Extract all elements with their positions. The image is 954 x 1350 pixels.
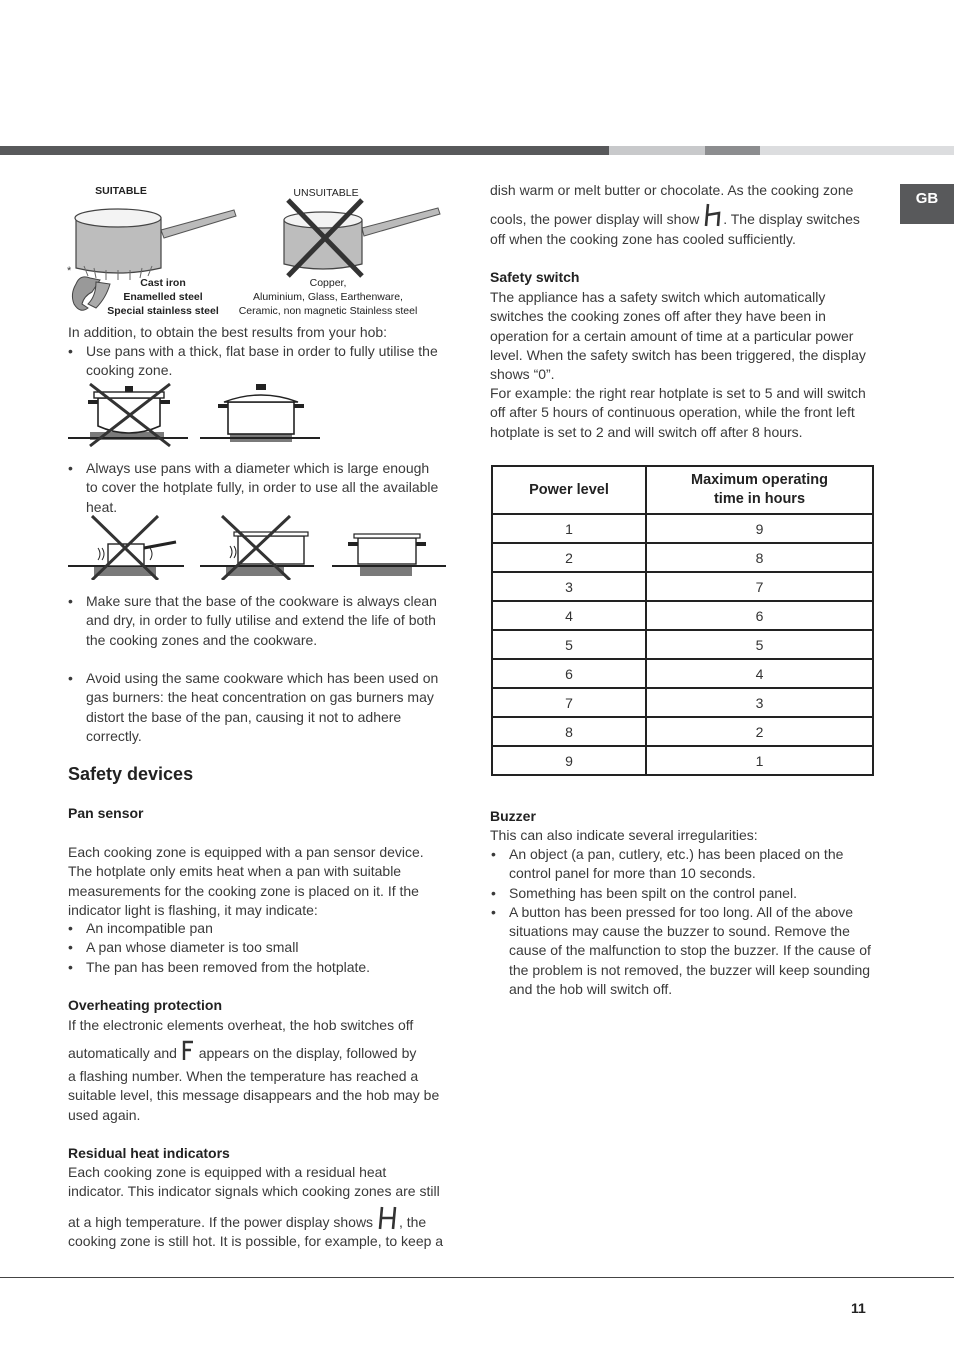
- buzzer-heading: Buzzer: [490, 808, 536, 824]
- list-item: • A button has been pressed for too long. All of the above situations may cause the buzzer to sound. Remove the cause of the malfunction to stop the buzzer. If the cause of the problem is not removed, the buzzer will keep sounding and the hob will switch off.: [491, 903, 871, 999]
- suitable-label: SUITABLE: [95, 185, 147, 197]
- cell-power-level: 5: [492, 630, 646, 659]
- unsuitable-label: UNSUITABLE: [293, 187, 359, 199]
- list-item: • The pan has been removed from the hotplate.: [68, 958, 440, 977]
- bullet-list-4: [68, 669, 440, 746]
- unsuitable-pan-image: [276, 196, 446, 280]
- table-row: [492, 688, 873, 717]
- safety-devices-heading: Safety devices: [68, 764, 194, 784]
- list-item: • Something has been spilt on the control panel.: [491, 884, 871, 903]
- language-tab-label: GB: [915, 190, 939, 207]
- table-row: [492, 543, 873, 572]
- cell-max-time: 7: [646, 572, 873, 601]
- continued-pre: cools, the power display will show: [490, 211, 700, 227]
- residual-heat-line: [68, 1205, 448, 1232]
- material-cast-iron: Cast iron: [140, 277, 186, 289]
- display-h-icon: [377, 1205, 399, 1231]
- cell-max-time: 9: [646, 514, 873, 543]
- bullet-list-2: [68, 459, 440, 517]
- page-number: 11: [851, 1300, 866, 1316]
- safety-switch-heading: Safety switch: [490, 269, 580, 285]
- table-row: [492, 601, 873, 630]
- cell-power-level: 7: [492, 688, 646, 717]
- safety-switch-example: For example: the right rear hotplate is set to 5 and will switch off after 5 hours of continuous operation, while the front left hotplate is set to 2 and will switch off after 8 hours.: [490, 385, 866, 440]
- cell-max-time: 1: [646, 746, 873, 775]
- list-item: • Always use pans with a diameter which is large enough to cover the hotplate fully, in order to use all the available heat.: [68, 459, 440, 517]
- bullet-list-1: [68, 342, 440, 381]
- column-header-max-time-line1: Maximum operating: [691, 472, 828, 488]
- cell-power-level: 3: [492, 572, 646, 601]
- table-row: [492, 717, 873, 746]
- overheating-pre: automatically and: [68, 1045, 177, 1061]
- header-bar-dark: [0, 146, 609, 155]
- cell-max-time: 6: [646, 601, 873, 630]
- continued-line-2: [490, 202, 880, 229]
- language-tab: [900, 184, 954, 224]
- cell-max-time: 3: [646, 688, 873, 717]
- cell-max-time: 8: [646, 543, 873, 572]
- list-item: • Avoid using the same cookware which has been used on gas burners: the heat concentration on gas burners may distort the base of the pan, causing it not to adhere correctly.: [68, 669, 440, 746]
- material-ceramic: Ceramic, non magnetic Stainless steel: [238, 305, 418, 317]
- bullet-list-3: [68, 592, 440, 650]
- table-row: [492, 659, 873, 688]
- list-item: • Make sure that the base of the cookware is always clean and dry, in order to fully utilise and extend the life of both the cooking zones and the cookware.: [68, 592, 440, 650]
- material-enamelled-steel: Enamelled steel: [123, 291, 203, 303]
- list-item: • A pan whose diameter is too small: [68, 938, 440, 957]
- overheating-post: appears on the display, followed by: [198, 1045, 417, 1061]
- buzzer-list: [491, 845, 871, 999]
- unsuitable-materials: [230, 276, 426, 318]
- cell-power-level: 6: [492, 659, 646, 688]
- header-bar-pale: [760, 146, 954, 155]
- pan-sensor-list: [68, 919, 440, 977]
- suitable-materials: [98, 276, 228, 318]
- continued-end: off when the cooking zone has cooled sufficiently.: [490, 231, 796, 247]
- cell-max-time: 2: [646, 717, 873, 746]
- pan-sensor-heading: Pan sensor: [68, 805, 144, 821]
- table-row: [492, 514, 873, 543]
- cell-power-level: 2: [492, 543, 646, 572]
- cell-power-level: 8: [492, 717, 646, 746]
- table-header-row: [492, 466, 873, 514]
- display-f-icon: [181, 1040, 195, 1062]
- column-header-max-time-line2: time in hours: [713, 491, 806, 507]
- header-bar-mid: [705, 146, 760, 155]
- cell-power-level: 1: [492, 514, 646, 543]
- column-header-power-level: Power level: [492, 466, 646, 514]
- intro-text: In addition, to obtain the best results from your hob:: [68, 324, 388, 340]
- cell-max-time: 5: [646, 630, 873, 659]
- table-row: [492, 630, 873, 659]
- cell-power-level: 9: [492, 746, 646, 775]
- buzzer-intro: This can also indicate several irregularities:: [490, 827, 758, 843]
- pan-sensor-text: Each cooking zone is equipped with a pan sensor device. The hotplate only emits heat when a pan with suitable measurements for the cooking zone is placed on it. If the indicator light is flashing, it may indicate:: [68, 844, 424, 918]
- overheating-rest: a flashing number. When the temperature has reached a suitable level, this message disappears and the hob may be used again.: [68, 1068, 440, 1123]
- table-row: [492, 746, 873, 775]
- column-header-max-time: [646, 466, 873, 514]
- pan-diameter-image: [68, 514, 446, 580]
- overheating-heading: Overheating protection: [68, 997, 223, 1013]
- safety-switch-text: The appliance has a safety switch which automatically switches the cooking zones off after they have been in operation for a certain amount of time at a particular power level. When the safety switch has been triggered, the display shows “0”.: [490, 289, 866, 383]
- material-special-stainless: Special stainless steel: [107, 305, 219, 317]
- power-level-table: [491, 465, 874, 776]
- material-aluminium: Aluminium, Glass, Earthenware,: [253, 291, 403, 303]
- continued-post: . The display switches: [723, 211, 860, 227]
- table-row: [492, 572, 873, 601]
- header-bar-light: [609, 146, 705, 155]
- residual-heat-end: cooking zone is still hot. It is possible, for example, to keep a: [68, 1233, 444, 1249]
- list-item: • An incompatible pan: [68, 919, 440, 938]
- list-item: • Use pans with a thick, flat base in order to fully utilise the cooking zone.: [68, 342, 440, 381]
- list-item: • An object (a pan, cutlery, etc.) has been placed on the control panel for more than 10 seconds.: [491, 845, 871, 884]
- display-lowercase-h-icon: [703, 202, 723, 228]
- asterisk-mark: *: [67, 265, 72, 277]
- material-copper: Copper,: [309, 277, 347, 289]
- residual-heat-text: Each cooking zone is equipped with a residual heat indicator. This indicator signals which cooking zones are still: [68, 1164, 440, 1200]
- residual-post: , the: [398, 1214, 427, 1230]
- continued-line-1: dish warm or melt butter or chocolate. As the cooking zone: [490, 182, 854, 198]
- residual-pre: at a high temperature. If the power display shows: [68, 1214, 374, 1230]
- overheating-line-2: [68, 1040, 448, 1063]
- footer-rule: [0, 1277, 954, 1278]
- residual-heat-heading: Residual heat indicators: [68, 1145, 230, 1161]
- cell-max-time: 4: [646, 659, 873, 688]
- cell-power-level: 4: [492, 601, 646, 630]
- overheating-line-1: If the electronic elements overheat, the hob switches off: [68, 1017, 414, 1033]
- flat-base-pan-image: [68, 380, 322, 452]
